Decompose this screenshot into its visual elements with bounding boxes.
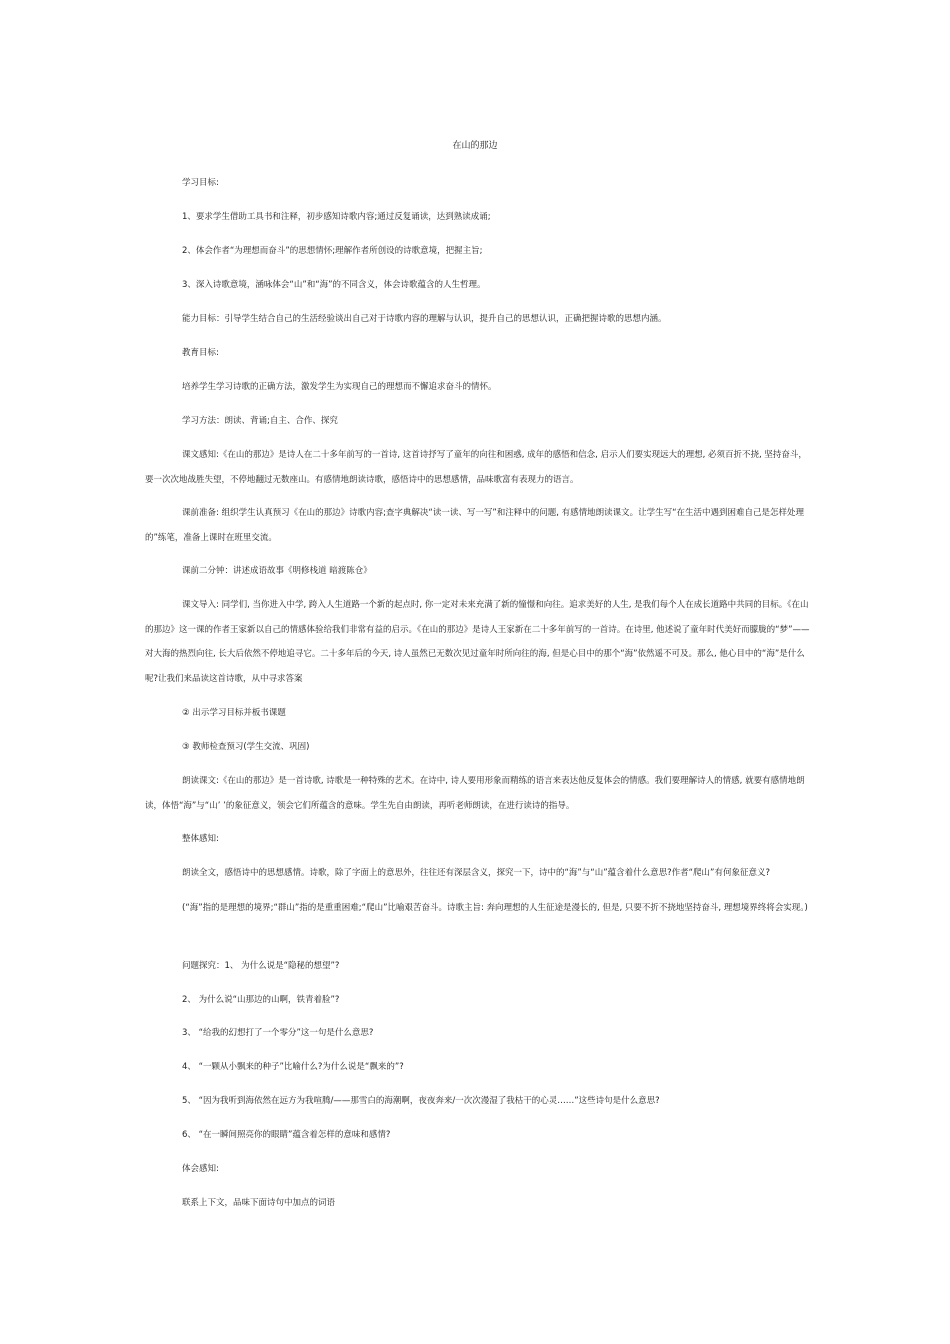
paragraph: 能力目标：引导学生结合自己的生活经验谈出自己对于诗歌内容的理解与认识，提升自己的思想认识，正确把握诗歌的思想内涵。 — [182, 314, 667, 324]
paragraph: 培养学生学习诗歌的正确方法，激发学生为实现自己的理想而不懈追求奋斗的情怀。 — [182, 382, 497, 392]
paragraph: ③ 教师检查预习(学生交流、巩固) — [182, 742, 310, 752]
paragraph: 5、 “因为我听到海依然在远方为我喧腾/——那雪白的海潮啊，夜夜奔来/一次次漫湿了我枯干的心灵……”这些诗句是什么意思? — [182, 1096, 660, 1106]
page-title: 在山的那边 — [452, 141, 498, 151]
paragraph: 4、 “一颗从小飘来的种子”比喻什么?为什么说是“飘来的”? — [182, 1062, 404, 1072]
paragraph: 学习方法：朗读、背诵;自主、合作、探究 — [182, 416, 338, 426]
paragraph: 联系上下文，品味下面诗句中加点的词语 — [182, 1198, 336, 1208]
paragraph: 朗读课文:《在山的那边》是一首诗歌, 诗歌是一种特殊的艺术。在诗中, 诗人要用形象而精练的语言来表达他反复体会的情感。我们要理解诗人的情感, 就要有感情地朗读，体悟“海”与“山’ ’的象征意义，领会它们所蕴含的意味。学生先自由朗读，再听老师朗读，在进行读诗的指导。 — [145, 776, 805, 811]
paragraph: 6、 “在一瞬间照亮你的眼睛”蕴含着怎样的意味和感情? — [182, 1130, 391, 1140]
paragraph: (“海”指的是理想的境界;“群山”指的是重重困难;“爬山”比喻艰苦奋斗。诗歌主旨: 奔向理想的人生征途是漫长的, 但是, 只要不折不挠地坚持奋斗, 理想境界终将会实现。) — [182, 903, 808, 913]
paragraph: 体会感知: — [182, 1164, 219, 1174]
paragraph: 朗读全文，感悟诗中的思想感情。诗歌，除了字面上的意思外，往往还有深层含义，探究一下，诗中的“海”与“山”蕴含着什么意思?作者“爬山”有何象征意义? — [182, 868, 770, 878]
paragraph: 课前二分钟：讲述成语故事《明修栈道 暗渡陈仓》 — [182, 566, 372, 576]
paragraph: 3、 “给我的幻想打了一个零分”这一句是什么意思? — [182, 1028, 374, 1038]
paragraph: 课前准备: 组织学生认真预习《在山的那边》诗歌内容;查字典解决“读一读、写一写”和注释中的问题, 有感情地朗读课文。让学生写“在生活中遇到困难自己是怎样处理的”练笔，准备上课时在班里交流。 — [145, 508, 805, 543]
paragraph: ② 出示学习目标并板书课题 — [182, 708, 286, 718]
paragraph: 教育目标: — [182, 348, 219, 358]
paragraph: 学习目标: — [182, 178, 219, 188]
paragraph: 课文感知:《在山的那边》是诗人在二十多年前写的一首诗, 这首诗抒写了童年的向往和困惑, 成年的感悟和信念, 启示人们要实现远大的理想, 必须百折不挠, 坚持奋斗，要一次次地战胜失望，不停地翻过无数座山。有感情地朗读诗歌，感悟诗中的思想感情，品味歌富有表现力的语言。 — [145, 450, 807, 485]
paragraph: 3、深入诗歌意境，涵咏体会“山”和“海”的不同含义，体会诗歌蕴含的人生哲理。 — [182, 280, 486, 290]
paragraph: 问题探究：1、 为什么说是“隐秘的想望”? — [182, 961, 340, 971]
paragraph: 2、 为什么说“山那边的山啊，铁青着脸”? — [182, 995, 340, 1005]
paragraph: 1、要求学生借助工具书和注释，初步感知诗歌内容;通过反复诵读，达到熟读成诵; — [182, 212, 491, 222]
paragraph: 2、体会作者“为理想而奋斗”的思想情怀;理解作者所创设的诗歌意境，把握主旨; — [182, 246, 483, 256]
paragraph: 课文导入: 同学们, 当你进入中学, 跨入人生道路一个新的起点时, 你一定对未来充满了新的憧憬和向往。追求美好的人生, 是我们每个人在成长道路中共同的目标。《在山的那边》这一课的作者王家新以自己的情感体验给我们非常有益的启示。《在山的那边》是诗人王家新在二十多年前写的一首诗。在诗里, 他述说了童年时代美好而朦胧的“梦”——对大海的热烈向往, 长大后依然不停地追寻它。二十多年后的今天, 诗人虽然已无数次见过童年时所向往的海, 但是心目中的那个“海”依然遥不可及。那么, 他心目中的“海”是什么呢?让我们来品读这首诗歌，从中寻求答案 — [145, 600, 810, 684]
paragraph: 整体感知: — [182, 834, 219, 844]
